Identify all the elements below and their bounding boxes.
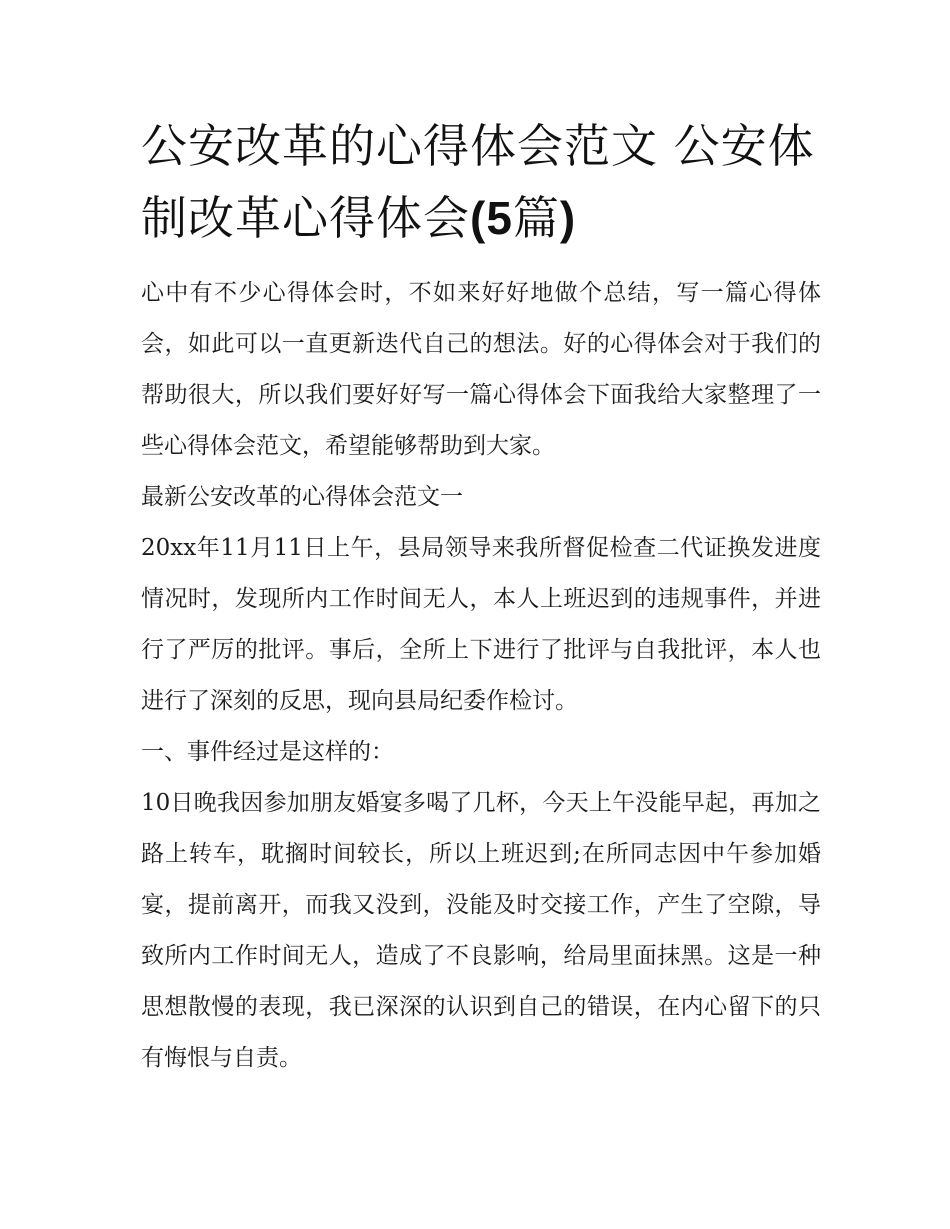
- section-heading: 最新公安改革的心得体会范文一: [141, 484, 463, 510]
- document-title: 公安改革的心得体会范文 公安体制改革心得体会(5篇): [141, 119, 815, 245]
- document-body: [141, 268, 821, 1084]
- subsection-heading: 一、事件经过是这样的：: [141, 739, 394, 765]
- intro-paragraph: 心中有不少心得体会时，不如来好好地做个总结，写一篇心得体会，如此可以一直更新迭代自己的想法。好的心得体会对于我们的帮助很大，所以我们要好好写一篇心得体会下面我给大家整理了一些心得体会范文，希望能够帮助到大家。: [141, 280, 821, 459]
- body-paragraph: 10日晚我因参加朋友婚宴多喝了几杯，今天上午没能早起，再加之路上转车，耽搁时间较长，所以上班迟到;在所同志因中午参加婚宴，提前离开，而我又没到，没能及时交接工作，产生了空隙，导致所内工作时间无人，造成了不良影响，给局里面抹黑。这是一种思想散慢的表现，我已深深的认识到自己的错误，在内心留下的只有悔恨与自责。: [141, 790, 821, 1071]
- document-content: [141, 110, 821, 1084]
- body-paragraph: 20xx年11月11日上午，县局领导来我所督促检查二代证换发进度情况时，发现所内工作时间无人，本人上班迟到的违规事件，并进行了严厉的批评。事后，全所上下进行了批评与自我批评，本人也进行了深刻的反思，现向县局纪委作检讨。: [141, 535, 821, 714]
